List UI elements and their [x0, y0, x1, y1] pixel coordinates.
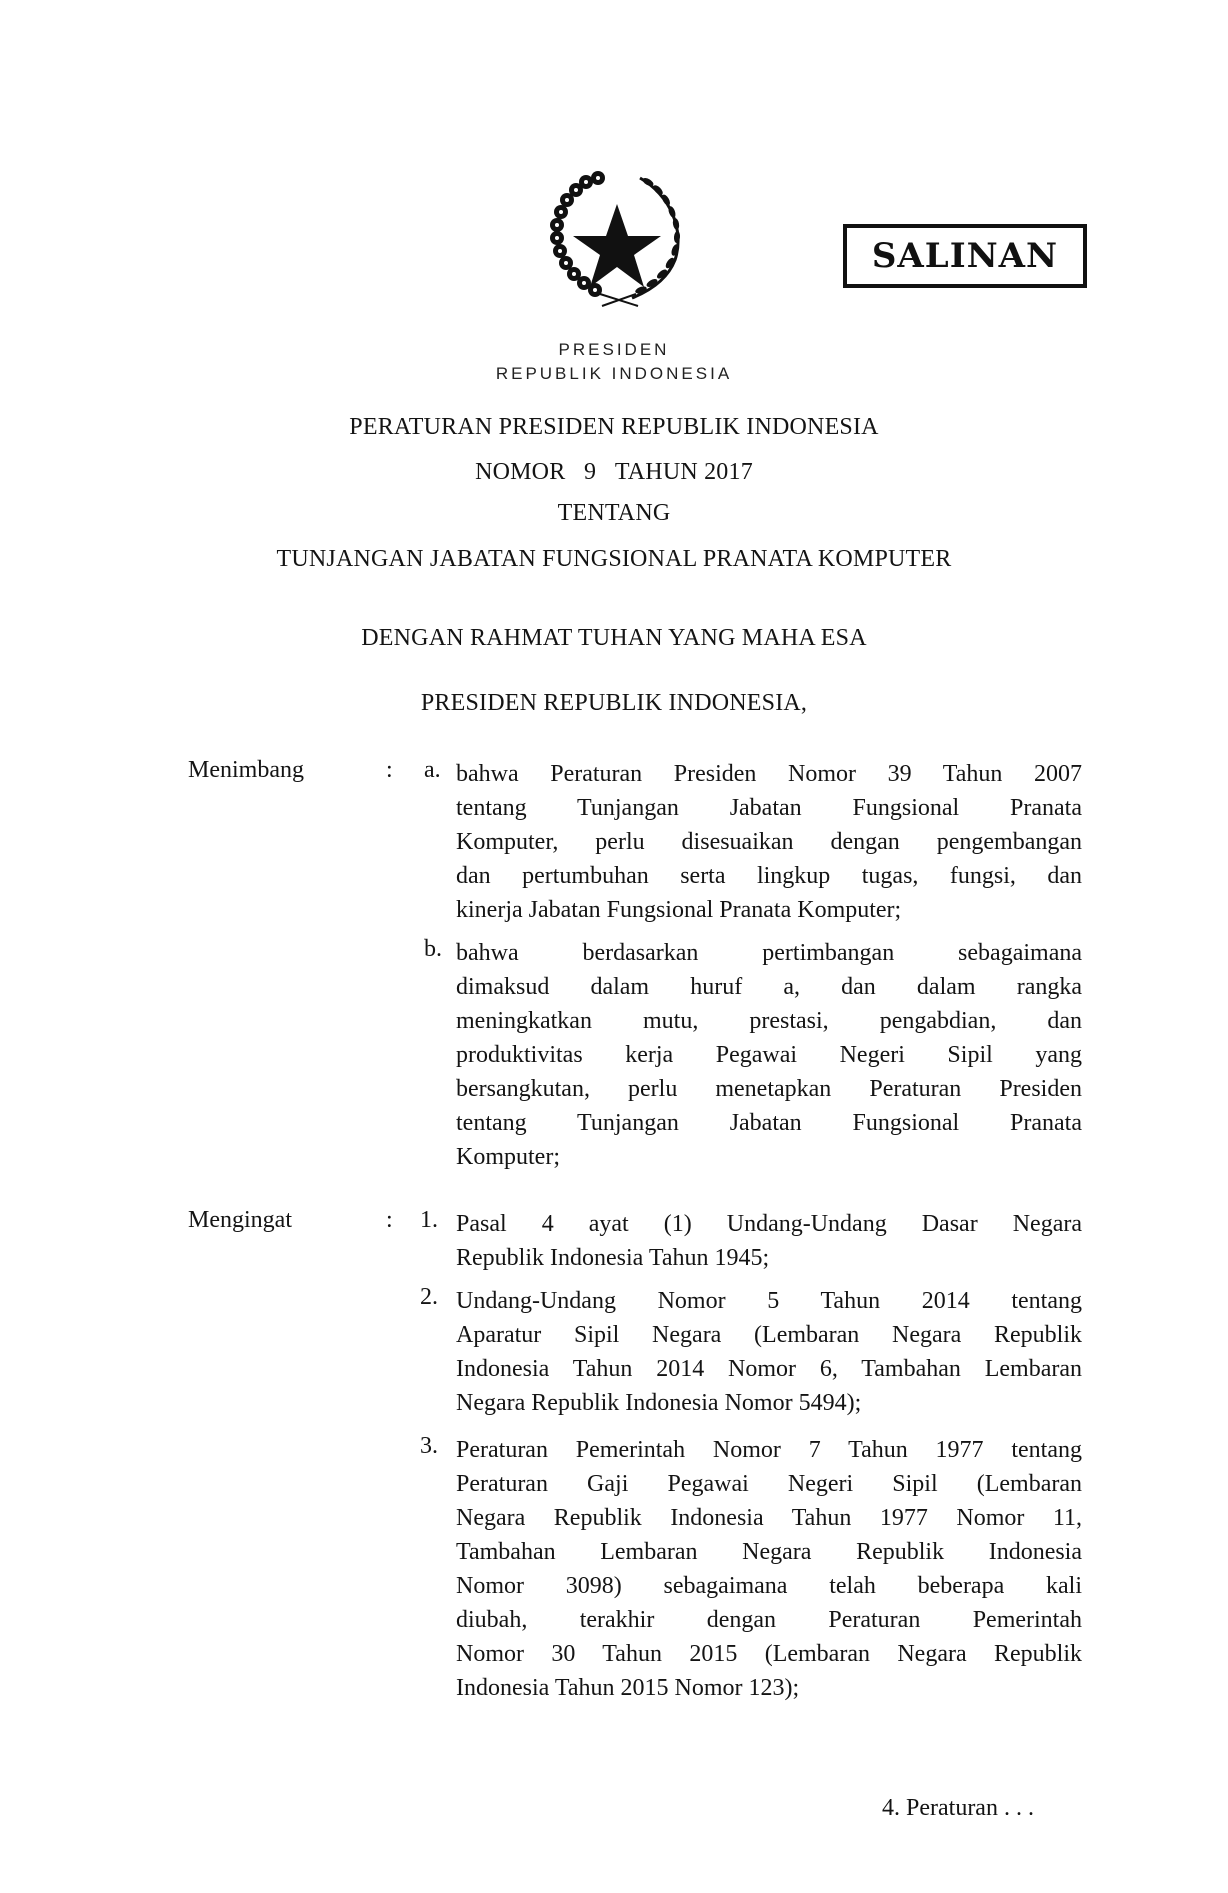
- text-line: tentang Tunjangan Jabatan Fungsional Pranata: [456, 795, 1082, 821]
- text-line: Peraturan Gaji Pegawai Negeri Sipil (Lembaran: [456, 1471, 1082, 1497]
- text-line: bersangkutan, perlu menetapkan Peraturan Presiden: [456, 1076, 1082, 1102]
- text-line: Aparatur Sipil Negara (Lembaran Negara Republik: [456, 1322, 1082, 1348]
- text-line: Pasal 4 ayat (1) Undang-Undang Dasar Negara: [456, 1211, 1082, 1237]
- salinan-label: SALINAN: [871, 236, 1059, 276]
- number-label: NOMOR: [475, 459, 566, 485]
- invocation: DENGAN RAHMAT TUHAN YANG MAHA ESA: [361, 625, 867, 651]
- text-line: Nomor 3098) sebagaimana telah beberapa kali: [456, 1573, 1082, 1599]
- issuer-line-1: PRESIDEN: [558, 340, 670, 359]
- text-line: Negara Republik Indonesia Tahun 1977 Nomor 11,: [456, 1505, 1082, 1531]
- text-line: Tambahan Lembaran Negara Republik Indonesia: [456, 1539, 1082, 1565]
- salinan-stamp: [843, 224, 1087, 288]
- text-line: dan pertumbuhan serta lingkup tugas, fungsi, dan: [456, 863, 1082, 889]
- regulation-number-line: [0, 459, 1228, 486]
- issuer-line-2: REPUBLIK INDONESIA: [495, 364, 733, 383]
- text-line: Indonesia Tahun 2014 Nomor 6, Tambahan Lembaran: [456, 1356, 1082, 1382]
- text-line: kinerja Jabatan Fungsional Pranata Komputer;: [456, 897, 902, 923]
- text-line: Republik Indonesia Tahun 1945;: [456, 1245, 770, 1271]
- authority: PRESIDEN REPUBLIK INDONESIA,: [420, 690, 808, 716]
- text-line: tentang Tunjangan Jabatan Fungsional Pranata: [456, 1110, 1082, 1136]
- item-marker: 3.: [420, 1433, 438, 1459]
- item-marker: 2.: [420, 1284, 438, 1310]
- item-marker: a.: [424, 757, 441, 783]
- menimbang-item-b: [456, 936, 1082, 1174]
- mengingat-item-2: [456, 1284, 1082, 1420]
- mengingat-item-1: [456, 1207, 1082, 1275]
- number-value: 9: [584, 459, 597, 485]
- item-marker: 1.: [420, 1207, 438, 1233]
- text-line: produktivitas kerja Pegawai Negeri Sipil yang: [456, 1042, 1082, 1068]
- text-line: Komputer;: [456, 1144, 560, 1170]
- text-line: diubah, terakhir dengan Peraturan Pemerintah: [456, 1607, 1082, 1633]
- menimbang-colon: :: [386, 757, 393, 783]
- mengingat-colon: :: [386, 1207, 393, 1233]
- year-label: TAHUN: [614, 459, 698, 485]
- presidential-emblem-icon: [540, 160, 695, 310]
- item-marker: b.: [424, 936, 442, 962]
- mengingat-label: Mengingat: [188, 1207, 292, 1233]
- text-line: Indonesia Tahun 2015 Nomor 123);: [456, 1675, 800, 1701]
- year-value: 2017: [704, 459, 753, 485]
- regulation-title: PERATURAN PRESIDEN REPUBLIK INDONESIA: [349, 414, 879, 440]
- text-line: bahwa berdasarkan pertimbangan sebagaimana: [456, 940, 1082, 966]
- text-line: Nomor 30 Tahun 2015 (Lembaran Negara Republik: [456, 1641, 1082, 1667]
- text-line: bahwa Peraturan Presiden Nomor 39 Tahun 2007: [456, 761, 1082, 787]
- menimbang-item-a: [456, 757, 1082, 927]
- regulation-subject: TUNJANGAN JABATAN FUNGSIONAL PRANATA KOMPUTER: [276, 546, 952, 572]
- text-line: Komputer, perlu disesuaikan dengan pengembangan: [456, 829, 1082, 855]
- text-line: meningkatkan mutu, prestasi, pengabdian, dan: [456, 1008, 1082, 1034]
- menimbang-label: Menimbang: [188, 757, 304, 783]
- mengingat-item-3: [456, 1433, 1082, 1705]
- text-line: Peraturan Pemerintah Nomor 7 Tahun 1977 tentang: [456, 1437, 1082, 1463]
- text-line: dimaksud dalam huruf a, dan dalam rangka: [456, 974, 1082, 1000]
- text-line: Negara Republik Indonesia Nomor 5494);: [456, 1390, 862, 1416]
- about-label: TENTANG: [557, 500, 671, 526]
- catchword: 4. Peraturan . . .: [882, 1795, 1034, 1821]
- text-line: Undang-Undang Nomor 5 Tahun 2014 tentang: [456, 1288, 1082, 1314]
